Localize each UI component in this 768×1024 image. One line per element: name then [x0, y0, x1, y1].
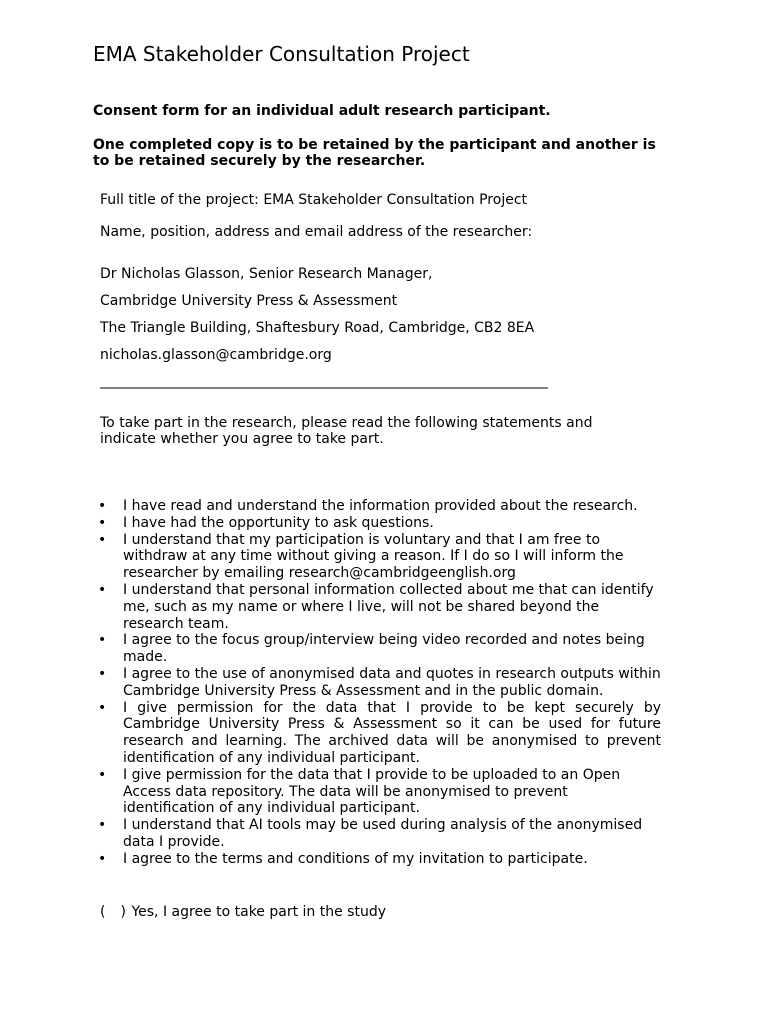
consent-statement — [98, 532, 661, 582]
statement-text: I agree to the focus group/interview being video recorded and notes being made. — [123, 632, 645, 666]
consent-heading: Consent form for an individual adult research participant. — [93, 103, 551, 119]
consent-statement — [98, 498, 661, 515]
consent-statement — [98, 515, 661, 532]
bullet-icon: • — [98, 632, 107, 649]
instructions-intro: To take part in the research, please read the following statements and indicate whether you agree to take part. — [100, 415, 593, 447]
researcher-address: The Triangle Building, Shaftesbury Road, Cambridge, CB2 8EA — [100, 320, 535, 336]
consent-statement — [98, 817, 661, 851]
bullet-icon: • — [98, 766, 107, 783]
statement-text: I give permission for the data that I provide to be kept securely by Cambridge University Press & Assessment so it can be used for future research and learning. The archived data will be anonymised to prevent identification of any individual participant. — [123, 699, 661, 766]
consent-statement — [98, 700, 661, 767]
statement-text: I give permission for the data that I provide to be uploaded to an Open Access data repository. The data will be anonymised to prevent identification of any individual participant. — [123, 766, 621, 817]
researcher-organisation: Cambridge University Press & Assessment — [100, 293, 398, 309]
project-full-title: Full title of the project: EMA Stakeholder Consultation Project — [100, 192, 528, 208]
bullet-icon: • — [98, 850, 107, 867]
agree-option[interactable] — [100, 904, 386, 920]
bullet-icon: • — [98, 498, 107, 514]
bullet-icon: • — [98, 817, 107, 834]
researcher-email[interactable]: nicholas.glasson@cambridge.org — [100, 347, 332, 363]
statement-text: I understand that personal information collected about me that can identify me, such as my name or where I live, will not be shared beyond the research team. — [123, 581, 654, 632]
separator-line: ________________________________________________________________ — [100, 373, 548, 389]
consent-statement — [98, 851, 661, 868]
statement-text: I agree to the use of anonymised data and quotes in research outputs within Cambridge University Press & Assessment and in the public domain. — [123, 665, 661, 699]
statement-text: I have had the opportunity to ask questions. — [123, 514, 434, 531]
bullet-icon: • — [98, 531, 107, 548]
consent-statements-list — [98, 498, 661, 868]
researcher-details-heading: Name, position, address and email address of the researcher: — [100, 224, 533, 240]
checkbox-close-paren: ) — [120, 904, 126, 920]
agree-checkbox[interactable] — [100, 904, 126, 920]
consent-statement — [98, 666, 661, 700]
statement-text: I understand that AI tools may be used during analysis of the anonymised data I provide. — [123, 817, 643, 850]
bullet-icon: • — [98, 581, 107, 598]
document-title: EMA Stakeholder Consultation Project — [93, 42, 470, 66]
statement-text: I have read and understand the information provided about the research. — [123, 498, 638, 514]
bullet-icon: • — [98, 514, 107, 531]
agree-label: Yes, I agree to take part in the study — [131, 904, 386, 920]
bullet-icon: • — [98, 665, 107, 682]
statement-text: I agree to the terms and conditions of my invitation to participate. — [123, 850, 588, 867]
consent-statement — [98, 767, 661, 817]
consent-statement — [98, 582, 661, 632]
checkbox-open-paren: ( — [100, 904, 106, 920]
statement-text: I understand that my participation is voluntary and that I am free to withdraw at any time without giving a reason. If I do so I will inform the researcher by emailing research@cambridgeenglish.org — [123, 531, 624, 582]
consent-statement — [98, 632, 661, 666]
researcher-name: Dr Nicholas Glasson, Senior Research Manager, — [100, 266, 433, 282]
copy-retention-note: One completed copy is to be retained by the participant and another is to be retained securely by the researcher. — [93, 137, 656, 169]
bullet-icon: • — [98, 699, 107, 716]
